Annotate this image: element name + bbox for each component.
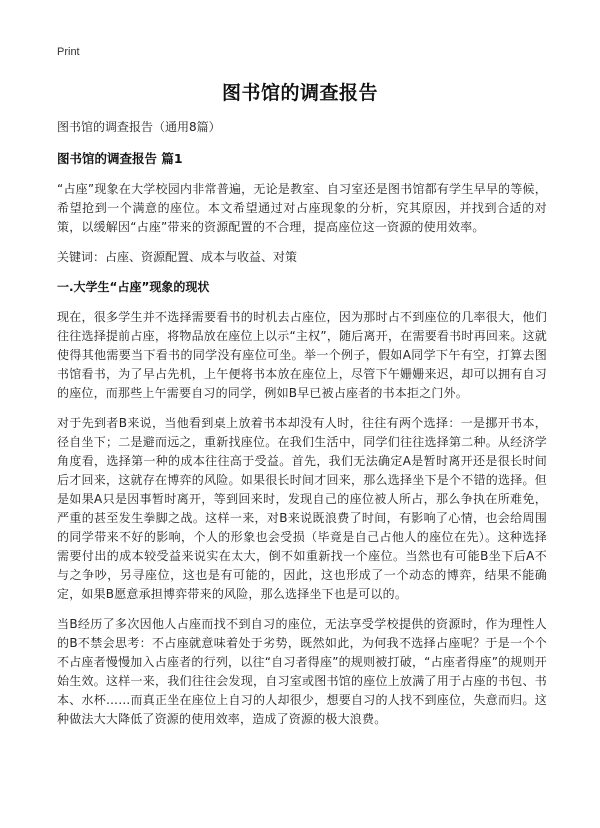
intro-paragraph: “占座”现象在大学校园内非常普遍，无论是教室、自习室还是图书馆都有学生早早的等候，希望抢到一个满意的座位。本文希望通过对占座现象的分析，究其原因，并找到合适的对策，以缓解因“占座”带来的资源配置的不合理，提高座位这一资源的使用效率。 <box>57 182 547 234</box>
keywords-line: 关键词：占座、资源配置、成本与收益、对策 <box>57 250 298 264</box>
section-heading: 图书馆的调查报告 篇1 <box>57 151 183 166</box>
document-subtitle: 图书馆的调查报告（通用8篇） <box>57 120 221 134</box>
sub-heading: 一.大学生“占座”现象的现状 <box>57 280 210 294</box>
body-paragraph-2: 对于先到者B来说，当他看到桌上放着书本却没有人时，往往有两个选择：一是挪开书本，径自坐下；二是避而远之，重新找座位。在我们生活中，同学们往往选择第二种。从经济学角度看，选择第一种的成本往往高于受益。首先，我们无法确定A是暂时离开还是很长时间后才回来，这就存在博弈的风险。如果很长时间才回来，那么选择坐下是个不错的选择。但是如果A只是因事暂时离开，等到回来时，发现自己的座位被人所占，那么争执在所难免，严重的甚至发生拳脚之战。这样一来，对B来说既浪费了时间，有影响了心情，也会给周围的同学带来不好的影响，个人的形象也会受损（毕竟是自己占他人的座位在先）。这种选择需要付出的成本较受益来说实在太大，倒不如重新找一个座位。当然也有可能B坐下后A不与之争吵，另寻座位，这也是有可能的，因此，这也形成了一个动态的博弈，结果不能确定，如果B愿意承担博弈带来的风险，那么选择坐下也是可以的。 <box>57 416 547 601</box>
body-paragraph-3: 当B经历了多次因他人占座而找不到自习的座位，无法享受学校提供的资源时，作为理性人的B不禁会思考：不占座就意味着处于劣势，既然如此，为何我不选择占座呢？于是一个个不占座者慢慢加入占座者的行列，以往“自习者得座”的规则被打破，“占座者得座”的规则开始生效。这样一来，我们往往会发现，自习室或图书馆的座位上放满了用于占座的书包、书本、水杯……而真正坐在座位上自习的人却很少，想要自习的人找不到座位，失意而归。这种做法大大降低了资源的使用效率，造成了资源的极大浪费。 <box>57 617 547 726</box>
print-label: Print <box>57 46 80 58</box>
page-title: 图书馆的调查报告 <box>221 82 378 104</box>
body-paragraph-1: 现在，很多学生并不选择需要看书的时机去占座位，因为那时占不到座位的几率很大，他们往往选择提前占座，将物品放在座位上以示“主权”，随后离开，在需要看书时再回来。这就使得其他需要当下看书的同学没有座位可坐。举一个例子，假如A同学下午有空，打算去图书馆看书，为了早占先机，上午便将书本放在座位上，尽管下午姗姗来迟，却可以拥有自习的座位，而那些上午需要自习的同学，例如B早已被占座者的书本拒之门外。 <box>57 310 547 400</box>
document-body <box>57 118 547 740</box>
